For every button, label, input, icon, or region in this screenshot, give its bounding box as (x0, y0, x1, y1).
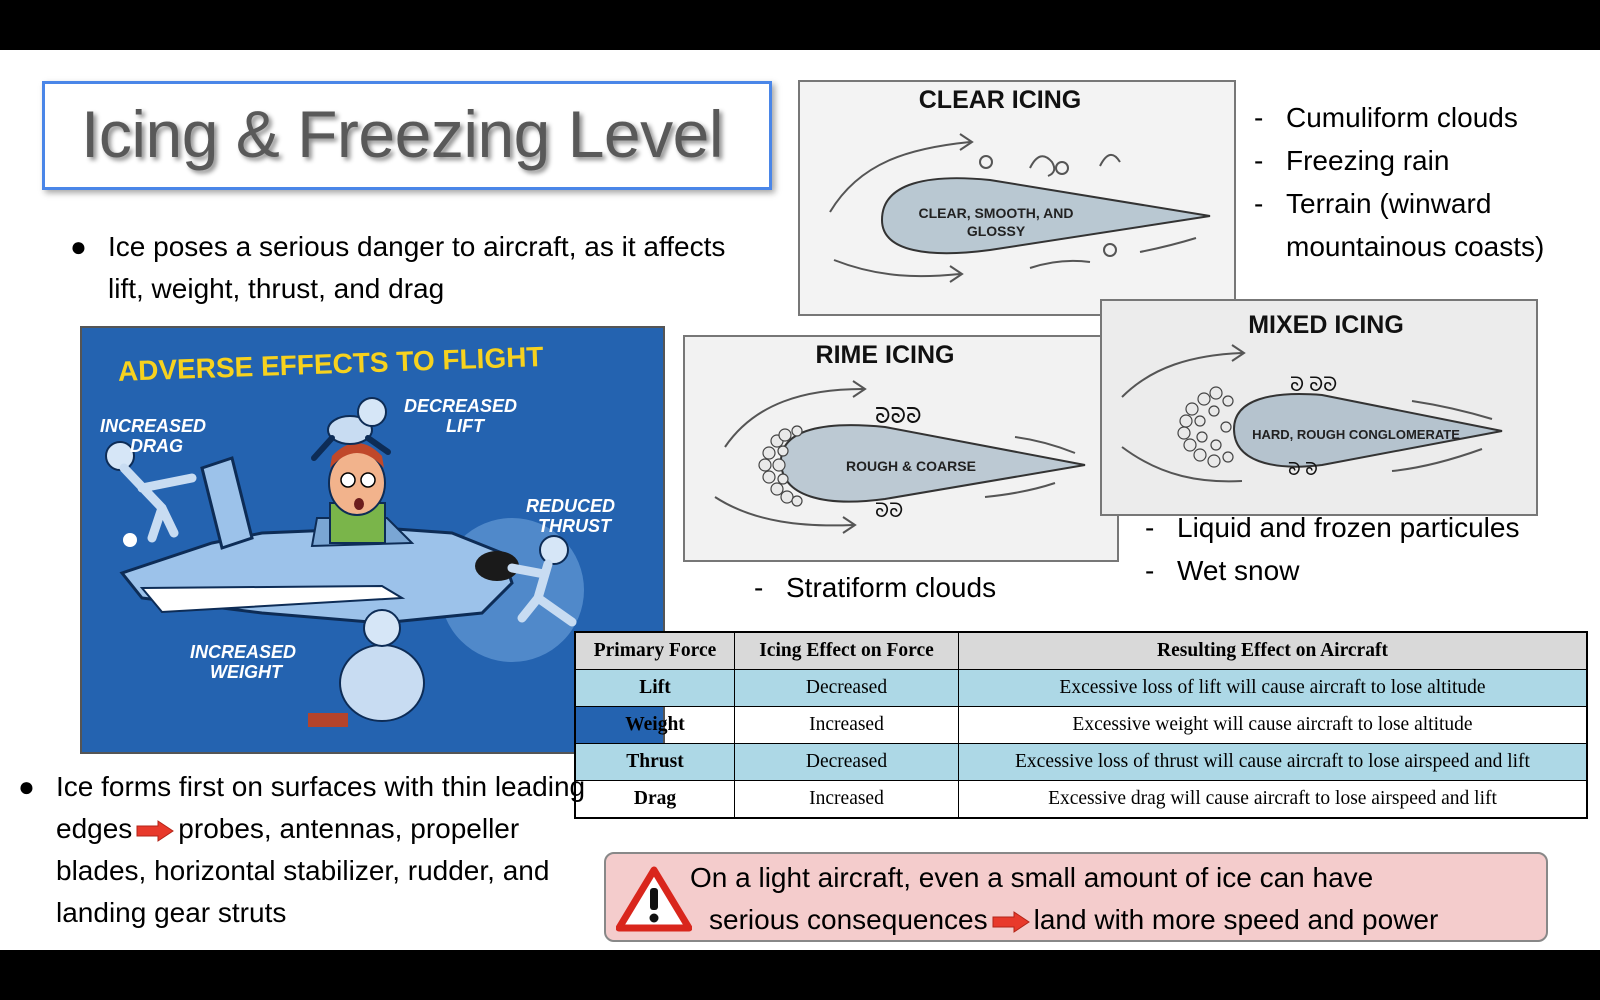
clear-icing-label-2: GLOSSY (966, 223, 1026, 239)
clear-icing-figure (798, 80, 1236, 316)
warning-line-1: On a light aircraft, even a small amount of ice can have (690, 862, 1374, 893)
label-decreased-lift-1: DECREASED (404, 396, 518, 416)
right-arrow-icon (136, 820, 174, 842)
table-row (575, 781, 1587, 819)
label-increased-drag-1: INCREASED (100, 416, 207, 436)
table-cell: Lift (575, 670, 735, 707)
mixed-icing-label: HARD, ROUGH CONGLOMERATE (1252, 427, 1460, 442)
label-decreased-lift-2: LIFT (446, 416, 484, 436)
mixed-icing-figure (1100, 299, 1538, 516)
rime-icing-notes (754, 566, 1054, 609)
label-increased-drag-2: DRAG (130, 436, 183, 456)
table-cell: Weight (575, 707, 735, 744)
label-increased-weight-1: INCREASED (190, 642, 297, 662)
note-item: - Stratiform clouds (754, 572, 997, 603)
forces-table (574, 631, 1588, 819)
slide (0, 50, 1600, 950)
warning-line-2: serious consequences land with more speed and power (709, 904, 1439, 935)
clear-icing-title: CLEAR ICING (918, 86, 1082, 114)
note-item: - Freezing rain (1254, 145, 1450, 176)
table-cell: Increased (735, 707, 959, 744)
bullet-ice-danger (70, 226, 730, 310)
table-cell: Decreased (735, 670, 959, 707)
clear-icing-label-1: CLEAR, SMOOTH, AND (918, 205, 1074, 221)
clear-icing-notes (1254, 96, 1594, 268)
rime-icing-figure (683, 335, 1119, 562)
note-item: - Liquid and frozen particules (1145, 512, 1520, 543)
warning-callout (604, 852, 1548, 942)
table-cell: Excessive drag will cause aircraft to lose airspeed and lift (959, 781, 1588, 819)
mixed-icing-title: MIXED ICING (1248, 311, 1404, 339)
mixed-icing-notes (1145, 506, 1585, 592)
column-header: Icing Effect on Force (735, 632, 959, 670)
table-row (575, 744, 1587, 781)
table-cell: Drag (575, 781, 735, 819)
note-item: - Wet snow (1145, 555, 1300, 586)
table-row (575, 670, 1587, 707)
table-cell: Excessive weight will cause aircraft to lose altitude (959, 707, 1588, 744)
title-box (42, 81, 772, 190)
table-row (575, 707, 1587, 744)
column-header: Primary Force (575, 632, 735, 670)
svg-text:ᘐᘐ: ᘐᘐ (875, 500, 904, 522)
bullet-ice-forms-first (18, 766, 598, 934)
table-cell: Increased (735, 781, 959, 819)
bullet-text: Ice forms first on surfaces with thin leading edges probes, antennas, propeller blades, horizontal stabilizer, rudder, and landing gear struts (56, 771, 586, 928)
right-arrow-icon (992, 911, 1030, 933)
column-header: Resulting Effect on Aircraft (959, 632, 1588, 670)
note-item: - Cumuliform clouds (1254, 102, 1518, 133)
label-increased-weight-2: WEIGHT (210, 662, 282, 682)
warning-triangle-icon (616, 866, 692, 932)
label-reduced-thrust-1: REDUCED (526, 496, 616, 516)
bullet-dot: ● (18, 771, 35, 802)
table-header-row (575, 632, 1587, 670)
adverse-heading: ADVERSE EFFECTS TO FLIGHT (117, 341, 544, 387)
bullet-text: Ice poses a serious danger to aircraft, as it affects lift, weight, thrust, and drag (108, 231, 726, 304)
label-reduced-thrust-2: THRUST (538, 516, 611, 536)
bullet-dot: ● (70, 231, 87, 262)
page-title: Icing & Freezing Level (81, 97, 724, 171)
svg-text:ᘐᘐᘐ: ᘐᘐᘐ (875, 403, 922, 428)
table-cell: Thrust (575, 744, 735, 781)
svg-text:ᘐ ᘐ: ᘐ ᘐ (1288, 459, 1318, 479)
table-cell: Decreased (735, 744, 959, 781)
table-cell: Excessive loss of lift will cause aircraft to lose altitude (959, 670, 1588, 707)
note-item: - Terrain (winward mountainous coasts) (1254, 188, 1545, 262)
svg-text:ᘐ ᘐᘐ: ᘐ ᘐᘐ (1290, 374, 1338, 396)
table-cell: Excessive loss of thrust will cause aircraft to lose airspeed and lift (959, 744, 1588, 781)
rime-icing-title: RIME ICING (815, 341, 955, 369)
rime-icing-label: ROUGH & COARSE (846, 458, 976, 474)
